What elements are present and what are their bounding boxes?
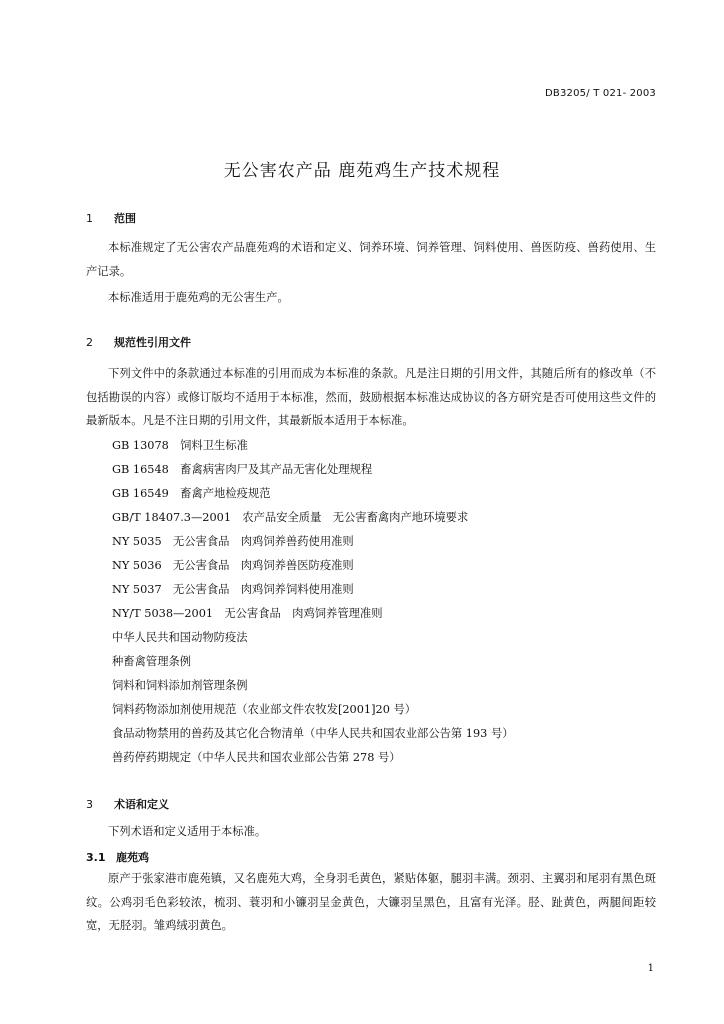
reference-item: GB 16549 畜禽产地检疫规范 <box>112 487 271 500</box>
section-number: 1 <box>86 212 93 225</box>
section-1-heading <box>86 210 136 226</box>
section-title: 范围 <box>114 212 136 225</box>
section-title: 规范性引用文件 <box>114 336 191 349</box>
section-3-intro: 下列术语和定义适用于本标准。 <box>108 825 267 838</box>
reference-item: GB 16548 畜禽病害肉尸及其产品无害化处理规程 <box>112 463 373 476</box>
section-number: 2 <box>86 336 93 349</box>
section-1-paragraph-1: 本标准规定了无公害农产品鹿苑鸡的术语和定义、饲养环境、饲养管理、饲料使用、兽医防疫、兽药使用、生产记录。 <box>86 241 656 278</box>
reference-item: GB/T 18407.3—2001 农产品安全质量 无公害畜禽肉产地环境要求 <box>112 511 469 524</box>
section-2-intro: 下列文件中的条款通过本标准的引用而成为本标准的条款。凡是注日期的引用文件，其随后所有的修改单（不包括勘误的内容）或修订版均不适用于本标准，然而，鼓励根据本标准达成协议的各方研究是否可使用这些文件的最新版本。凡是不注日期的引用文件，其最新版本适用于本标准。 <box>86 367 656 427</box>
reference-item: GB 13078 饲料卫生标准 <box>112 439 248 452</box>
reference-item: 饲料和饲料添加剂管理条例 <box>112 679 248 692</box>
reference-item: NY 5036 无公害食品 肉鸡饲养兽医防疫准则 <box>112 559 354 572</box>
section-2-heading <box>86 334 191 350</box>
reference-item: 中华人民共和国动物防疫法 <box>112 631 248 644</box>
reference-item: NY 5035 无公害食品 肉鸡饲养兽药使用准则 <box>112 535 354 548</box>
section-title: 术语和定义 <box>114 798 169 811</box>
reference-item: 食品动物禁用的兽药及其它化合物清单（中华人民共和国农业部公告第 193 号） <box>112 727 514 740</box>
reference-item: NY 5037 无公害食品 肉鸡饲养饲料使用准则 <box>112 583 354 596</box>
reference-item: 兽药停药期规定（中华人民共和国农业部公告第 278 号） <box>112 751 401 764</box>
subsection-3-1-text: 原产于张家港市鹿苑镇，又名鹿苑大鸡，全身羽毛黄色，紧贴体躯，腿羽丰满。颈羽、主翼羽和尾羽有黑色斑纹。公鸡羽毛色彩较浓，梳羽、蓑羽和小镰羽呈金黄色，大镰羽呈黑色，且富有光泽。胫、趾黄色，两腿间距较宽，无胫羽。雏鸡绒羽黄色。 <box>86 872 656 932</box>
subsection-3-1-heading <box>86 849 149 865</box>
subsection-title: 鹿苑鸡 <box>116 851 149 864</box>
section-number: 3 <box>86 798 93 811</box>
subsection-number: 3.1 <box>86 851 106 864</box>
page-number: 1 <box>647 963 654 974</box>
section-1-paragraph-2: 本标准适用于鹿苑鸡的无公害生产。 <box>108 291 289 304</box>
section-3-heading <box>86 796 169 812</box>
standard-code: DB3205/ T 021- 2003 <box>545 88 656 99</box>
document-title: 无公害农产品 鹿苑鸡生产技术规程 <box>223 161 501 181</box>
reference-item: 饲料药物添加剂使用规范（农业部文件农牧发[2001]20 号） <box>112 703 417 716</box>
reference-item: NY/T 5038—2001 无公害食品 肉鸡饲养管理准则 <box>112 607 383 620</box>
reference-item: 种畜禽管理条例 <box>112 655 192 668</box>
